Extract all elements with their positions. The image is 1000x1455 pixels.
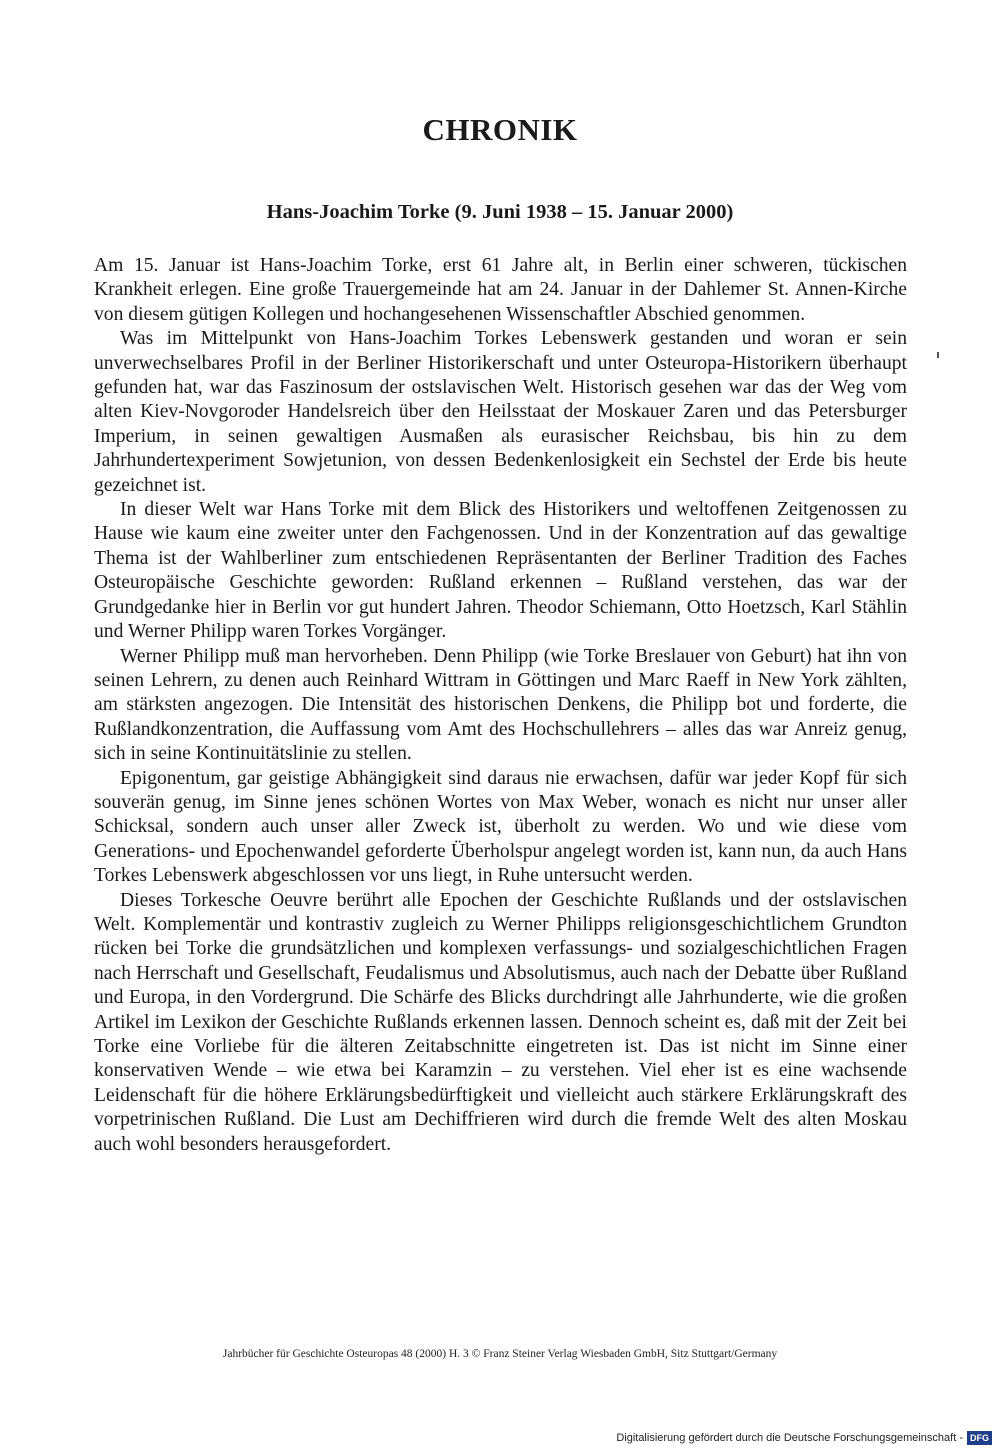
scan-artifact (937, 352, 939, 358)
page-title: CHRONIK (422, 112, 578, 147)
dfg-logo-icon: DFG (967, 1431, 992, 1445)
article-heading: Hans-Joachim Torke (9. Juni 1938 – 15. Januar 2000) (266, 201, 734, 223)
footer-citation: Jahrbücher für Geschichte Osteuropas 48 (2000) H. 3 © Franz Steiner Verlag Wiesbaden GmbH, Sitz Stuttgart/Germany (222, 1348, 778, 1360)
paragraph-1: Am 15. Januar ist Hans-Joachim Torke, erst 61 Jahre alt, in Berlin einer schweren, tückischen Krankheit erlegen. Eine große Trauergemeinde hat am 24. Januar in der Dahlemer St. Annen-Kirche von diesem gütigen Kollegen und hochangesehenen Wissenschaftler Abschied genommen. (94, 255, 907, 325)
article-body (94, 254, 907, 1157)
paragraph-5: Epigonentum, gar geistige Abhängigkeit sind daraus nie erwachsen, dafür war jeder Kopf für sich souverän genug, im Sinne jenes schönen Wortes von Max Weber, wonach es nicht nur unser aller Schicksal, sondern auch unser aller Zweck ist, überholt zu werden. Wo und wie diese vom Generations- und Epochenwandel geforderte Überholspur angelegt worden ist, kann nun, da auch Hans Torkes Lebenswerk abgeschlossen vor uns liegt, in Ruhe untersucht werden. (94, 767, 907, 887)
digitization-credit-text: Digitalisierung gefördert durch die Deutsche Forschungsgemeinschaft - (616, 1432, 963, 1444)
paragraph-6: Dieses Torkesche Oeuvre berührt alle Epochen der Geschichte Rußlands und der ostslavischen Welt. Komplementär und kontrastiv zugleich zu Werner Philipps religionsgeschichtlichem Grundton rücken bei Torke die grundsätzlichen und komplexen verfassungs- und sozialgeschichtlichen Fragen nach Herrschaft und Gesellschaft, Feudalismus und Absolutismus, auch nach der Debatte über Rußland und Europa, in den Vordergrund. Die Schärfe des Blicks durchdringt alle Jahrhunderte, wie die großen Artikel im Lexikon der Geschichte Rußlands erkennen lassen. Dennoch scheint es, daß mit der Zeit bei Torke eine Vorliebe für die älteren Zeitabschnitte eingetreten ist. Das ist nicht im Sinne einer konservativen Wende – wie etwa bei Karamzin – zu verstehen. Viel eher ist es eine wachsende Leidenschaft für die höhere Erklärungsbedürftigkeit und vielleicht auch stärkere Erklärungskraft des vorpetrinischen Rußland. Die Lust am Dechiffrieren wird durch die fremde Welt des alten Moskau auch wohl besonders herausgefordert. (94, 889, 907, 1155)
paragraph-2: Was im Mittelpunkt von Hans-Joachim Torkes Lebenswerk gestanden und woran er sein unverwechselbares Profil in der Berliner Historikerschaft und unter Osteuropa-Historikern überhaupt gefunden hat, war das Faszinosum der ostslavischen Welt. Historisch gesehen war das der Weg vom alten Kiev-Novgoroder Handelsreich über den Heilsstaat der Moskauer Zaren und das Petersburger Imperium, in seinen gewaltigen Ausmaßen als eurasischer Reichsbau, bis hin zu dem Jahrhundertexperiment Sowjetunion, von dessen Bedenkenlosigkeit ein Sechstel der Erde bis heute gezeichnet ist. (94, 328, 907, 496)
paragraph-3: In dieser Welt war Hans Torke mit dem Blick des Historikers und weltoffenen Zeitgenossen zu Hause wie kaum eine zweiter unter den Fachgenossen. Und in der Konzentration auf das gewaltige Thema ist der Wahlberliner zum entschiedenen Repräsentanten der Berliner Tradition des Faches Osteuropäische Geschichte geworden: Rußland erkennen – Rußland verstehen, das war der Grundgedanke hier in Berlin vor gut hundert Jahren. Theodor Schiemann, Otto Hoetzsch, Karl Stählin und Werner Philipp waren Torkes Vorgänger. (94, 499, 907, 643)
digitization-credit (616, 1431, 992, 1445)
paragraph-4: Werner Philipp muß man hervorheben. Denn Philipp (wie Torke Breslauer von Geburt) hat ihn von seinen Lehrern, zu denen auch Reinhard Wittram in Göttingen und Marc Raeff in New York zählten, am stärksten angezogen. Die Intensität des historischen Denkens, die Philipp bot und forderte, die Rußlandkonzentration, die Auffassung vom Amt des Hochschullehrers – alles das war Anreiz genug, sich in seine Kontinuitätslinie zu stellen. (94, 645, 907, 765)
